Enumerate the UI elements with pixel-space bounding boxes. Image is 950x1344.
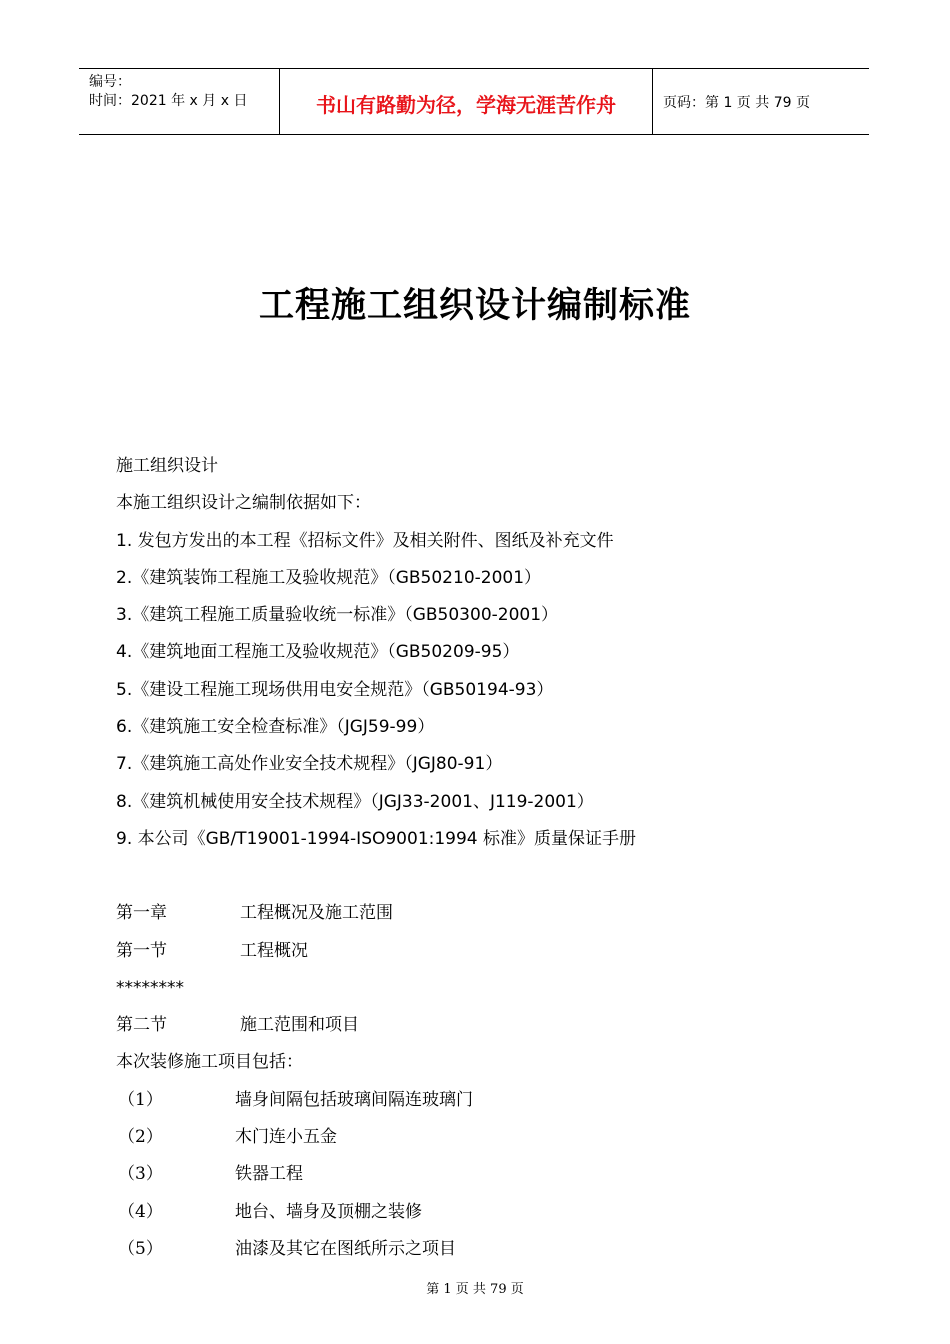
basis-item: 3.《建筑工程施工质量验收统一标准》（GB50300-2001） bbox=[116, 605, 559, 626]
basis-item: 1. 发包方发出的本工程《招标文件》及相关附件、图纸及补充文件 bbox=[116, 530, 614, 551]
basis-item: 5.《建设工程施工现场供用电安全规范》（GB50194-93） bbox=[116, 679, 554, 700]
header-motto: 书山有路勤为径，学海无涯苦作舟 bbox=[280, 69, 653, 134]
scope-item bbox=[116, 1194, 876, 1231]
scope-item-text: 地台、墙身及顶棚之装修 bbox=[235, 1201, 422, 1222]
page-header bbox=[79, 68, 869, 135]
scope-intro: 本次装修施工项目包括： bbox=[116, 1052, 303, 1073]
section-number: 第二节 bbox=[116, 1015, 167, 1036]
header-left-cell bbox=[79, 69, 280, 134]
scope-item-text: 木门连小五金 bbox=[235, 1127, 337, 1148]
section-title: 施工范围和项目 bbox=[240, 1015, 359, 1036]
basis-item: 6.《建筑施工安全检查标准》（JGJ59-99） bbox=[116, 717, 435, 738]
basis-item: 8.《建筑机械使用安全技术规程》（JGJ33-2001、J119-2001） bbox=[116, 791, 594, 812]
scope-item-number: （2） bbox=[118, 1127, 163, 1148]
scope-item bbox=[116, 1082, 876, 1119]
scope-item bbox=[116, 1119, 876, 1156]
scope-item bbox=[116, 1231, 876, 1268]
intro-heading: 施工组织设计 bbox=[116, 456, 218, 476]
scope-item-number: （3） bbox=[118, 1164, 163, 1185]
scope-item-number: （4） bbox=[118, 1201, 163, 1222]
intro-basis: 本施工组织设计之编制依据如下： bbox=[116, 493, 371, 514]
header-page-info: 页码：第 1 页 共 79 页 bbox=[663, 94, 810, 111]
scope-item-text: 墙身间隔包括玻璃间隔连玻璃门 bbox=[235, 1089, 473, 1110]
scope-item-number: （1） bbox=[118, 1089, 163, 1110]
basis-item: 7.《建筑施工高处作业安全技术规程》（JGJ80-91） bbox=[116, 754, 503, 775]
section-heading bbox=[116, 1007, 876, 1044]
basis-item: 4.《建筑地面工程施工及验收规范》（GB50209-95） bbox=[116, 642, 520, 663]
basis-item: 9. 本公司《GB/T19001-1994-ISO9001:1994 标准》质量保证手册 bbox=[116, 828, 637, 849]
chapter-heading bbox=[116, 895, 876, 932]
document-body bbox=[116, 448, 876, 1268]
chapter-number: 第一章 bbox=[116, 903, 167, 924]
scope-item-number: （5） bbox=[118, 1238, 163, 1259]
section-number: 第一节 bbox=[116, 940, 167, 961]
scope-item bbox=[116, 1156, 876, 1193]
document-time-label: 时间：2021 年 x 月 x 日 bbox=[89, 93, 248, 109]
document-number-label: 编号： bbox=[89, 74, 131, 90]
section-title: 工程概况 bbox=[240, 940, 308, 961]
scope-item-text: 铁器工程 bbox=[235, 1164, 303, 1185]
basis-item: 2.《建筑装饰工程施工及验收规范》（GB50210-2001） bbox=[116, 567, 542, 588]
placeholder-text: ******** bbox=[116, 977, 184, 998]
section-heading bbox=[116, 933, 876, 970]
document-title: 工程施工组织设计编制标准 bbox=[258, 285, 691, 326]
page-footer: 第 1 页 共 79 页 bbox=[426, 1282, 524, 1297]
chapter-title: 工程概况及施工范围 bbox=[240, 903, 393, 924]
scope-item-text: 油漆及其它在图纸所示之项目 bbox=[235, 1238, 456, 1259]
spacer bbox=[116, 858, 876, 895]
